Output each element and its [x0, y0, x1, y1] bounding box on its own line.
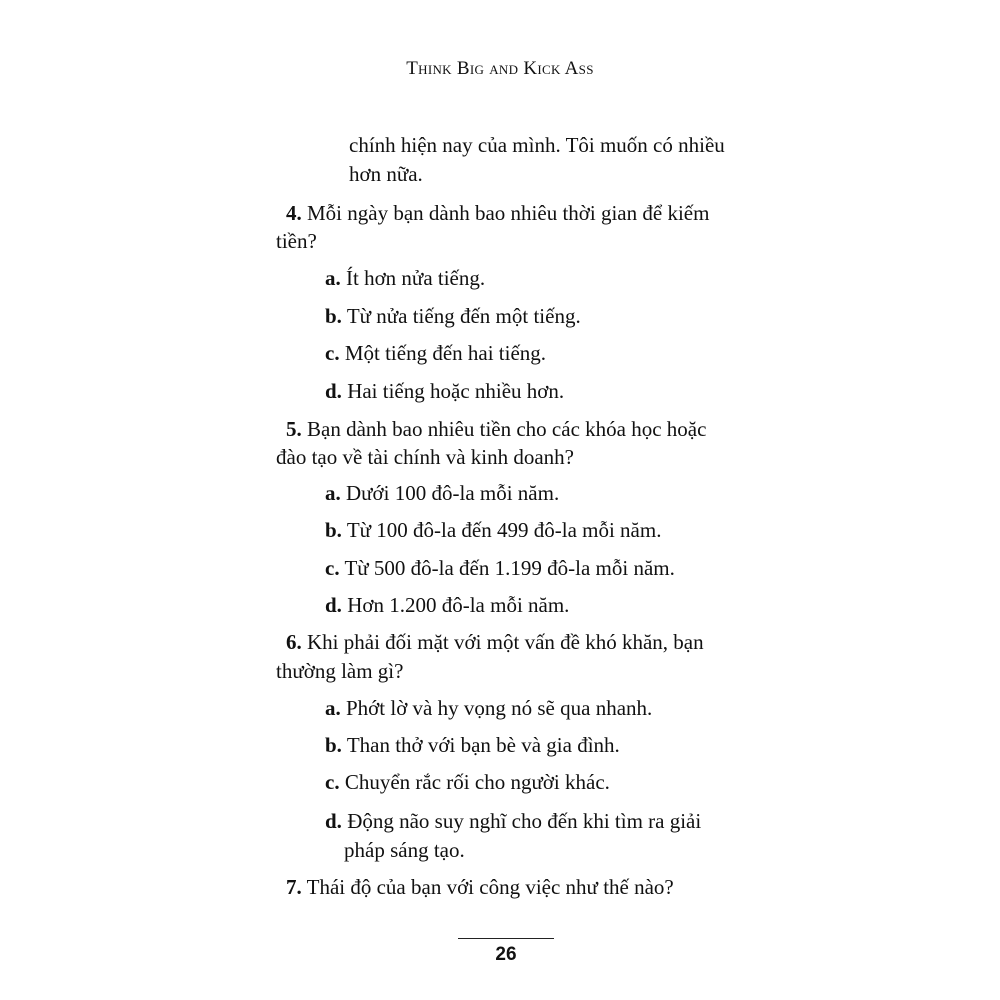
- question-7: [286, 873, 674, 901]
- question-text: Mỗi ngày bạn dành bao nhiêu thời gian để kiếm: [307, 201, 710, 225]
- question-4: [286, 199, 709, 227]
- option-letter: a.: [325, 266, 341, 290]
- question-number: 7.: [286, 875, 302, 899]
- continuation-line-1: chính hiện nay của mình. Tôi muốn có nhiều: [349, 133, 725, 157]
- option-letter: b.: [325, 518, 342, 542]
- option-5c: [325, 554, 675, 582]
- question-5-line-2: đào tạo về tài chính và kinh doanh?: [276, 445, 574, 469]
- option-letter: b.: [325, 733, 342, 757]
- option-4c: [325, 339, 546, 367]
- option-6c: [325, 768, 610, 796]
- question-text: Khi phải đối mặt với một vấn đề khó khăn, bạn: [307, 630, 704, 654]
- question-text: Thái độ của bạn với công việc như thế nào?: [306, 875, 674, 899]
- question-6: [286, 628, 704, 656]
- footer-rule: [458, 938, 554, 939]
- option-6d: [325, 807, 701, 835]
- question-6-line-2: thường làm gì?: [276, 659, 404, 683]
- option-text: Ít hơn nửa tiếng.: [346, 266, 486, 290]
- option-text: Từ 500 đô-la đến 1.199 đô-la mỗi năm.: [344, 556, 675, 580]
- option-letter: b.: [325, 304, 342, 328]
- option-6b: [325, 731, 620, 759]
- option-4d: [325, 377, 564, 405]
- option-text: Hai tiếng hoặc nhiều hơn.: [347, 379, 565, 403]
- option-text: Từ 100 đô-la đến 499 đô-la mỗi năm.: [346, 518, 662, 542]
- option-4b: [325, 302, 581, 330]
- option-5d: [325, 591, 569, 619]
- question-number: 6.: [286, 630, 302, 654]
- option-text: Một tiếng đến hai tiếng.: [344, 341, 547, 365]
- option-letter: c.: [325, 341, 340, 365]
- continuation-line-2: hơn nữa.: [349, 162, 423, 186]
- option-letter: c.: [325, 770, 340, 794]
- question-text: Bạn dành bao nhiêu tiền cho các khóa học hoặc: [307, 417, 707, 441]
- option-letter: c.: [325, 556, 340, 580]
- question-number: 4.: [286, 201, 302, 225]
- option-5a: [325, 479, 559, 507]
- option-text: Chuyển rắc rối cho người khác.: [344, 770, 610, 794]
- option-letter: d.: [325, 809, 342, 833]
- option-text: Động não suy nghĩ cho đến khi tìm ra giải: [347, 809, 702, 833]
- option-text: Than thở với bạn bè và gia đình.: [346, 733, 620, 757]
- question-4-line-2: tiền?: [276, 229, 317, 253]
- option-letter: d.: [325, 379, 342, 403]
- option-text: Hơn 1.200 đô-la mỗi năm.: [347, 593, 570, 617]
- option-4a: [325, 264, 485, 292]
- option-letter: d.: [325, 593, 342, 617]
- option-letter: a.: [325, 696, 341, 720]
- running-head: Think Big and Kick Ass: [406, 58, 594, 79]
- page-number: 26: [495, 944, 517, 965]
- option-6a: [325, 694, 652, 722]
- option-6d-line-2: pháp sáng tạo.: [344, 838, 465, 862]
- option-text: Phớt lờ và hy vọng nó sẽ qua nhanh.: [346, 696, 653, 720]
- option-letter: a.: [325, 481, 341, 505]
- option-5b: [325, 516, 661, 544]
- option-text: Dưới 100 đô-la mỗi năm.: [346, 481, 560, 505]
- question-5: [286, 415, 706, 443]
- option-text: Từ nửa tiếng đến một tiếng.: [346, 304, 581, 328]
- question-number: 5.: [286, 417, 302, 441]
